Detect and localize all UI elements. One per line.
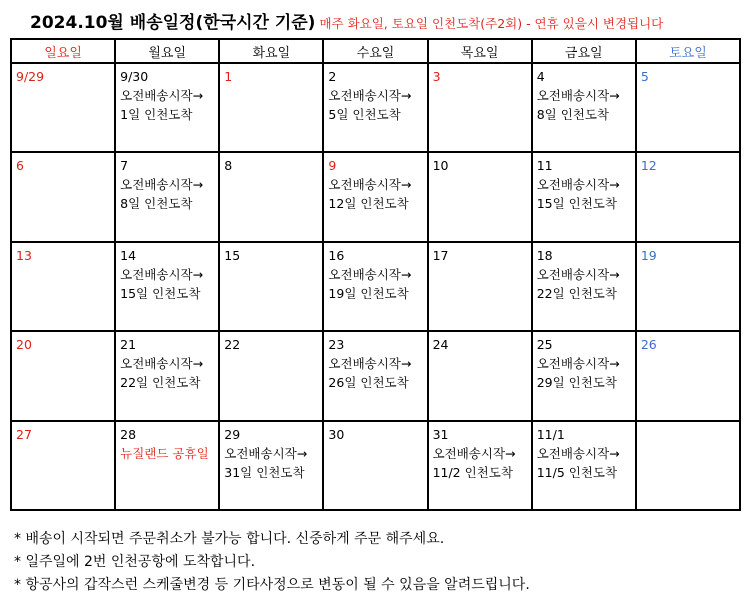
week-row xyxy=(11,63,740,152)
weekday-sat: 토요일 xyxy=(636,39,740,63)
shipping-info: 31일 인천도착 xyxy=(224,464,305,480)
weekday-wed: 수요일 xyxy=(323,39,427,63)
shipping-info: 오전배송시작→ xyxy=(536,88,620,103)
shipping-info: 오전배송시작→ xyxy=(120,177,204,193)
shipping-info: 8일 인천도착 xyxy=(536,107,610,122)
note-item: * 배송이 시작되면 주문취소가 불가능 합니다. 신중하게 주문 해주세요. xyxy=(14,531,445,547)
day-cell xyxy=(219,63,323,152)
day-number: 2 xyxy=(328,69,337,84)
day-cell xyxy=(428,63,532,152)
shipping-info: 5일 인천도착 xyxy=(328,107,401,122)
day-cell xyxy=(11,152,115,241)
calendar-body xyxy=(11,63,740,510)
day-number: 11/1 xyxy=(536,426,565,442)
weekday-header-row xyxy=(11,39,740,63)
shipping-info: 12일 인천도착 xyxy=(328,196,409,212)
day-cell xyxy=(636,63,740,152)
day-cell xyxy=(115,242,219,331)
day-number: 31 xyxy=(432,426,449,442)
day-cell xyxy=(532,421,636,510)
week-row xyxy=(11,331,740,420)
day-cell xyxy=(219,152,323,241)
day-number: 21 xyxy=(120,337,137,353)
day-cell xyxy=(323,242,427,331)
day-number: 22 xyxy=(224,337,241,353)
day-number: 1 xyxy=(224,69,233,84)
day-number: 4 xyxy=(536,69,545,84)
shipping-info: 오전배송시작→ xyxy=(120,88,204,103)
day-cell xyxy=(323,152,427,241)
day-number: 10 xyxy=(432,158,449,174)
day-number: 15 xyxy=(224,247,241,263)
day-cell xyxy=(11,242,115,331)
weekday-fri: 금요일 xyxy=(532,39,636,63)
day-number: 25 xyxy=(536,337,553,353)
day-number: 17 xyxy=(432,247,449,263)
shipping-info: 오전배송시작→ xyxy=(536,445,620,461)
shipping-info: 오전배송시작→ xyxy=(224,445,308,461)
day-cell xyxy=(636,152,740,241)
day-cell xyxy=(219,331,323,420)
day-cell xyxy=(532,152,636,241)
day-number: 23 xyxy=(328,337,345,353)
day-cell xyxy=(532,331,636,420)
page-title: 2024.10월 배송일정(한국시간 기준) xyxy=(30,13,316,33)
note-item: * 일주일에 2번 인천공항에 도착합니다. xyxy=(14,554,256,570)
day-cell xyxy=(115,421,219,510)
note-item: * 항공사의 갑작스런 스케줄변경 등 기타사정으로 변동이 될 수 있음을 알려드립니다. xyxy=(14,577,530,593)
calendar-table xyxy=(10,38,741,511)
day-cell xyxy=(323,421,427,510)
day-number: 28 xyxy=(120,426,137,442)
shipping-info: 22일 인천도착 xyxy=(120,375,201,391)
shipping-info: 오전배송시작→ xyxy=(536,177,620,193)
day-cell xyxy=(115,63,219,152)
weekday-sun: 일요일 xyxy=(11,39,115,63)
day-number: 9/30 xyxy=(120,69,149,84)
day-number: 19 xyxy=(640,247,657,263)
day-number: 18 xyxy=(536,247,553,263)
day-cell xyxy=(115,331,219,420)
weekday-thu: 목요일 xyxy=(428,39,532,63)
week-row xyxy=(11,421,740,510)
shipping-info: 11/2 인천도착 xyxy=(432,464,513,480)
shipping-info: 15일 인천도착 xyxy=(536,196,617,212)
day-number: 9 xyxy=(328,158,337,174)
day-cell xyxy=(11,421,115,510)
day-number: 24 xyxy=(432,337,449,353)
day-number: 12 xyxy=(640,158,657,174)
day-cell xyxy=(323,63,427,152)
day-number: 3 xyxy=(432,69,441,84)
week-row xyxy=(11,152,740,241)
shipping-info: 19일 인천도착 xyxy=(328,285,409,301)
weekday-mon: 월요일 xyxy=(115,39,219,63)
weekday-tue: 화요일 xyxy=(219,39,323,63)
shipping-info: 1일 인천도착 xyxy=(120,107,193,122)
day-cell xyxy=(428,331,532,420)
day-cell xyxy=(11,331,115,420)
shipping-info: 오전배송시작→ xyxy=(328,88,412,103)
day-number: 27 xyxy=(16,426,32,442)
shipping-info: 26일 인천도착 xyxy=(328,375,409,391)
shipping-info: 오전배송시작→ xyxy=(432,445,516,461)
shipping-info: 29일 인천도착 xyxy=(536,375,617,391)
day-number: 30 xyxy=(328,426,345,442)
day-cell xyxy=(219,421,323,510)
day-cell xyxy=(636,421,740,510)
day-cell xyxy=(428,421,532,510)
shipping-info: 오전배송시작→ xyxy=(120,266,204,282)
day-number: 11 xyxy=(536,158,553,174)
day-number: 6 xyxy=(16,158,24,174)
day-cell xyxy=(532,242,636,331)
day-cell xyxy=(428,152,532,241)
shipping-info: 8일 인천도착 xyxy=(120,196,193,212)
day-cell xyxy=(532,63,636,152)
day-cell xyxy=(323,331,427,420)
day-cell xyxy=(636,242,740,331)
week-row xyxy=(11,242,740,331)
shipping-info: 오전배송시작→ xyxy=(328,177,412,193)
day-number: 16 xyxy=(328,247,345,263)
day-cell xyxy=(636,331,740,420)
day-number: 26 xyxy=(640,337,657,353)
day-number: 20 xyxy=(16,337,32,353)
shipping-info: 22일 인천도착 xyxy=(536,285,617,301)
notes-section xyxy=(14,528,744,597)
day-number: 8 xyxy=(224,158,233,174)
day-cell xyxy=(11,63,115,152)
day-number: 13 xyxy=(16,247,32,263)
day-cell xyxy=(428,242,532,331)
day-number: 9/29 xyxy=(16,69,45,84)
shipping-info: 오전배송시작→ xyxy=(328,356,412,372)
shipping-info: 오전배송시작→ xyxy=(120,356,204,372)
day-number: 5 xyxy=(640,69,649,84)
shipping-info: 오전배송시작→ xyxy=(536,266,620,282)
day-cell xyxy=(115,152,219,241)
shipping-info: 15일 인천도착 xyxy=(120,285,201,301)
schedule-header xyxy=(30,8,745,34)
schedule-note: 매주 화요일, 토요일 인천도착(주2회) - 연휴 있을시 변경됩니다 xyxy=(319,16,664,31)
day-number: 29 xyxy=(224,426,241,442)
holiday-label: 뉴질랜드 공휴일 xyxy=(120,445,209,461)
day-number: 7 xyxy=(120,158,129,174)
shipping-info: 오전배송시작→ xyxy=(328,266,412,282)
day-number: 14 xyxy=(120,247,137,263)
day-cell xyxy=(219,242,323,331)
shipping-info: 오전배송시작→ xyxy=(536,356,620,372)
shipping-info: 11/5 인천도착 xyxy=(536,464,618,480)
